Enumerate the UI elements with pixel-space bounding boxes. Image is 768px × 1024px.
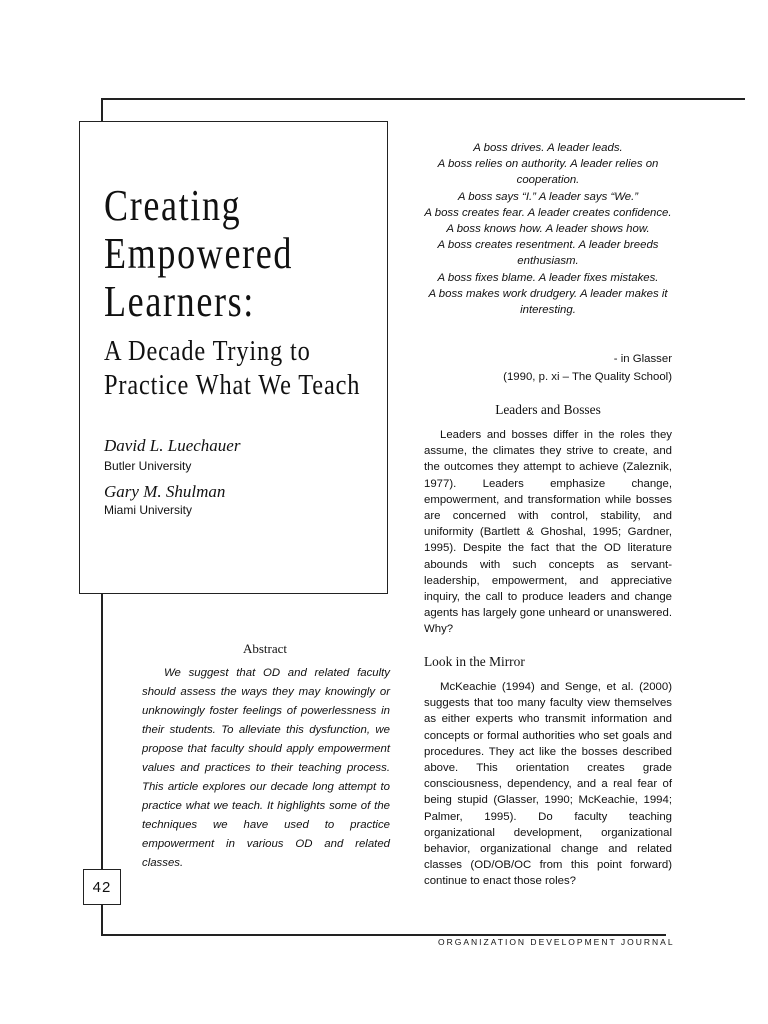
epigraph-line: A boss says “I.” A leader says “We.” bbox=[457, 190, 639, 203]
author-affiliation: Butler University bbox=[104, 459, 192, 473]
page-number: 42 bbox=[83, 869, 121, 905]
epigraph-line: A boss fixes blame. A leader fixes mistakes. bbox=[437, 271, 659, 284]
author-affiliation: Miami University bbox=[104, 503, 193, 517]
subtitle-line-2: Practice What We Teach bbox=[104, 369, 361, 401]
bottom-rule bbox=[101, 934, 666, 936]
epigraph-line: A boss creates resentment. A leader breeds enthusiasm. bbox=[437, 239, 659, 268]
title-box bbox=[79, 121, 388, 594]
abstract-heading: Abstract bbox=[242, 641, 288, 656]
epigraph-line: A boss drives. A leader leads. bbox=[473, 142, 623, 154]
epigraph-citation: (1990, p. xi – The Quality School) bbox=[503, 371, 672, 383]
epigraph-line: A boss makes work drudgery. A leader makes it interesting. bbox=[428, 287, 668, 317]
top-rule bbox=[101, 98, 745, 100]
section-heading-leaders-and-bosses: Leaders and Bosses bbox=[495, 402, 601, 417]
author-name: David L. Luechauer bbox=[104, 436, 241, 455]
section-body-leaders-and-bosses: Leaders and bosses differ in the roles they assume, the climates they strive to create, and the outcomes they attempt to achieve (Zaleznik, 1977). Leaders emphasize change, empowerment, and transformation while bosses are concerned with control, stability, and uniformity (Bartlett & Ghoshal, 1995; Gardner, 1995). Despite the fact that the OD literature abounds with such concepts as servant-leadership, empowerment, and appreciative inquiry, the call to produce leaders and change agents has largely gone unheard or unanswered. Why? bbox=[424, 429, 672, 636]
epigraph-line: A boss creates fear. A leader creates confidence. bbox=[424, 206, 672, 219]
section-body-look-in-the-mirror: McKeachie (1994) and Senge, et al. (2000) suggests that too many faculty view themselves as either experts who transmit information and concepts or formal authorities who set goals and procedures. They act like the bosses described above. This orientation creates grade consciousness, dependency, and a real fear of being stupid (Glasser, 1990; McKeachie, 1994; Palmer, 1995). Do faculty teaching organizational development, organizational behavior, organizational change and related classes (OD/OB/OC from this point forward) continue to enact those roles? bbox=[424, 681, 672, 888]
title-line-1: Creating bbox=[104, 181, 242, 230]
author-name: Gary M. Shulman bbox=[104, 482, 226, 501]
epigraph-line: A boss relies on authority. A leader relies on cooperation. bbox=[437, 158, 659, 187]
epigraph-line: A boss knows how. A leader shows how. bbox=[446, 223, 650, 236]
epigraph bbox=[424, 140, 672, 318]
epigraph-attribution: - in Glasser bbox=[613, 353, 672, 365]
subtitle-line-1: A Decade Trying to bbox=[104, 335, 311, 367]
journal-footer: ORGANIZATION DEVELOPMENT JOURNAL bbox=[438, 937, 675, 947]
abstract-text: We suggest that OD and related faculty should assess the ways they may knowingly or unknowingly foster feelings of powerlessness in their students. To alleviate this dysfunction, we propose that faculty should apply empowerment values and practices to their teaching process. This article explores our decade long attempt to practice what we teach. It highlights some of the techniques we have used to practice empowerment in various OD and related classes. bbox=[142, 667, 390, 869]
section-heading-look-in-the-mirror: Look in the Mirror bbox=[424, 654, 525, 669]
title-line-2: Empowered bbox=[104, 229, 294, 278]
title-line-3: Learners: bbox=[104, 277, 255, 326]
